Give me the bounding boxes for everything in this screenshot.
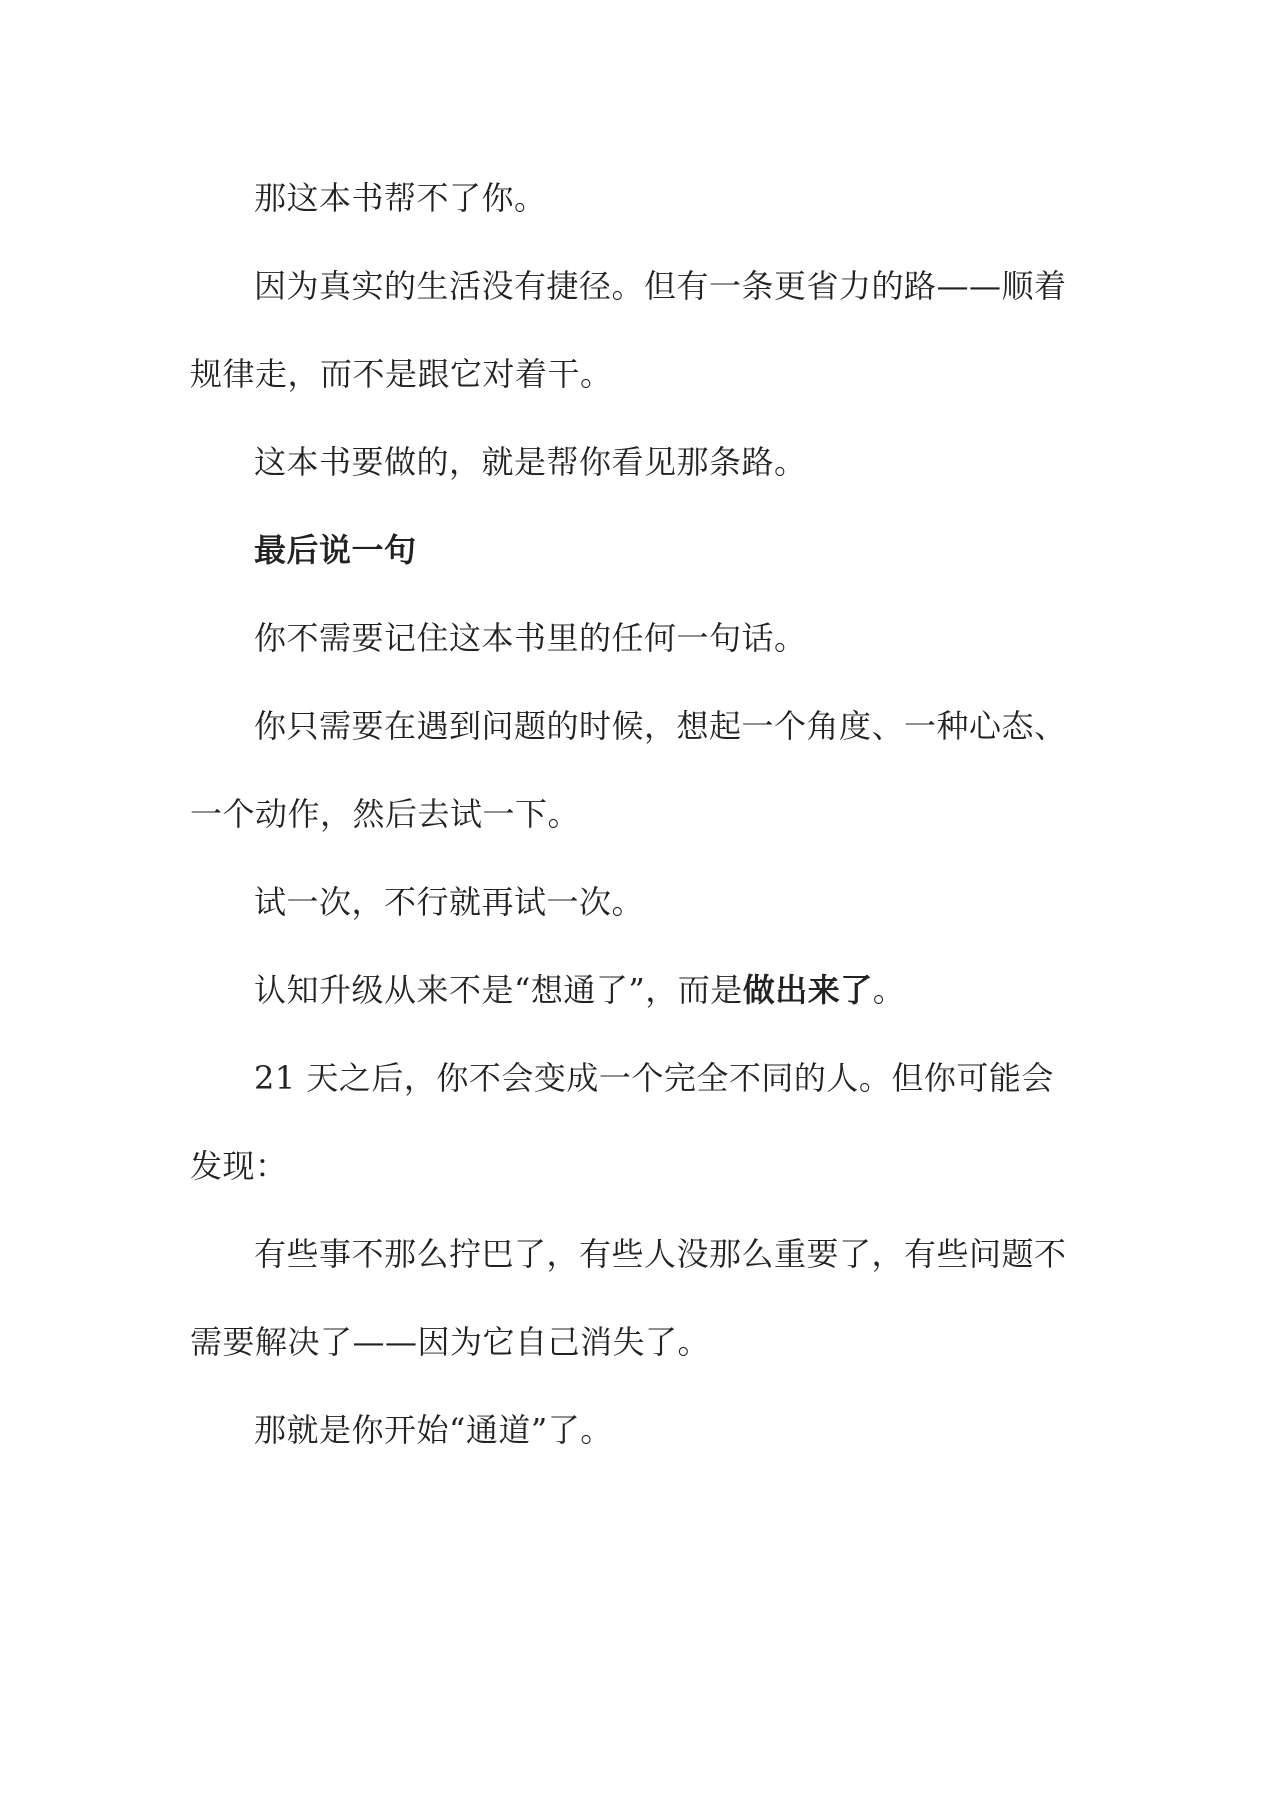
paragraph: 因为真实的生活没有捷径。但有一条更省力的路——顺着规律走，而不是跟它对着干。 bbox=[190, 267, 1067, 393]
paragraph: 你不需要记住这本书里的任何一句话。 bbox=[254, 619, 807, 657]
paragraph: 有些事不那么拧巴了，有些人没那么重要了，有些问题不需要解决了——因为它自己消失了。 bbox=[190, 1235, 1067, 1361]
paragraph: 这本书要做的，就是帮你看见那条路。 bbox=[254, 443, 807, 481]
paragraph-with-emphasis bbox=[190, 946, 1080, 1034]
paragraph: 试一次，不行就再试一次。 bbox=[254, 883, 645, 921]
paragraph: 你只需要在遇到问题的时候，想起一个角度、一种心态、一个动作，然后去试一下。 bbox=[190, 707, 1067, 833]
paragraph: 那这本书帮不了你。 bbox=[254, 179, 547, 217]
section-heading: 最后说一句 bbox=[254, 531, 417, 569]
paragraph-text: 。 bbox=[872, 971, 906, 1009]
document-body bbox=[190, 154, 1080, 1474]
emphasis-text: 做出来了 bbox=[742, 971, 873, 1009]
paragraph: 21 天之后，你不会变成一个完全不同的人。但你可能会发现： bbox=[190, 1059, 1054, 1185]
paragraph-text: 认知升级从来不是“想通了”，而是 bbox=[254, 971, 743, 1009]
paragraph: 那就是你开始“通道”了。 bbox=[254, 1411, 613, 1449]
